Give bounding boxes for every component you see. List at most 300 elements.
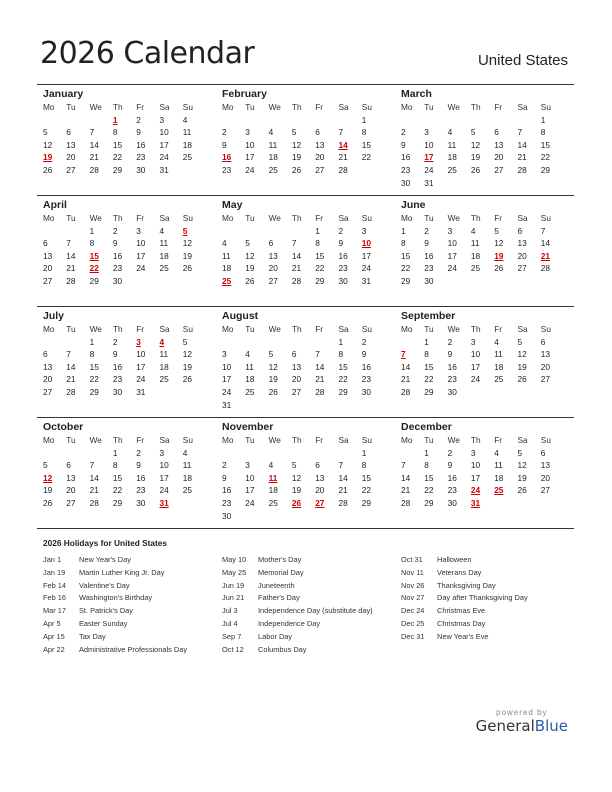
holiday-day-cell: 31 xyxy=(159,497,169,508)
week-row xyxy=(401,225,574,238)
day-cell: 17 xyxy=(136,361,146,372)
weekday-label: Th xyxy=(112,213,123,223)
holiday-item xyxy=(222,644,401,657)
weekday-label: Tu xyxy=(66,435,76,445)
day-cell: 27 xyxy=(66,164,76,175)
day-cell: 6 xyxy=(43,349,48,360)
day-cell: 31 xyxy=(222,399,232,410)
month-name: April xyxy=(43,199,67,211)
day-cell: 28 xyxy=(66,275,76,286)
holiday-name: Christmas Eve xyxy=(437,606,486,616)
day-cell xyxy=(541,386,564,399)
week-row xyxy=(401,177,574,190)
day-cell: 28 xyxy=(401,497,411,508)
holiday-item xyxy=(222,592,401,605)
weekday-label: Mo xyxy=(43,324,55,334)
holiday-item xyxy=(222,567,401,580)
day-cell xyxy=(183,497,206,510)
day-cell: 15 xyxy=(89,361,99,372)
weekday-label: Fr xyxy=(315,435,324,445)
day-cell: 5 xyxy=(291,460,297,471)
holiday-day-cell: 19 xyxy=(494,250,504,261)
week-row xyxy=(222,336,395,349)
day-cell: 23 xyxy=(222,497,232,508)
weekday-label: Fr xyxy=(315,213,324,223)
day-cell: 7 xyxy=(291,238,297,249)
day-cell: 14 xyxy=(89,139,99,150)
day-cell: 24 xyxy=(361,263,372,274)
holiday-day-cell: 22 xyxy=(89,263,99,274)
day-cell: 8 xyxy=(338,349,344,360)
week-row xyxy=(222,164,395,177)
weekday-label: Sa xyxy=(338,213,349,223)
holiday-item xyxy=(401,618,580,631)
day-cell xyxy=(245,225,268,238)
day-cell: 30 xyxy=(424,275,434,286)
day-cell: 18 xyxy=(447,152,457,163)
day-cell: 6 xyxy=(43,238,48,249)
day-cell xyxy=(292,399,315,412)
day-cell: 21 xyxy=(517,152,527,163)
day-cell xyxy=(292,510,315,523)
day-cell: 22 xyxy=(338,374,348,385)
day-cell: 10 xyxy=(470,460,481,471)
weekday-label: We xyxy=(447,324,460,334)
weekday-label: Th xyxy=(470,102,481,112)
day-cell xyxy=(43,336,66,349)
day-cell: 13 xyxy=(66,472,76,483)
day-cell: 27 xyxy=(517,263,527,274)
weekday-label: Fr xyxy=(315,324,324,334)
brand-blue: Blue xyxy=(534,717,568,735)
day-cell: 14 xyxy=(517,139,527,150)
week-row xyxy=(401,386,574,399)
day-cell xyxy=(245,336,268,349)
month-february xyxy=(216,85,395,195)
holiday-item xyxy=(222,631,401,644)
holiday-day-cell: 7 xyxy=(401,349,406,360)
country-name: United States xyxy=(477,52,568,69)
day-cell: 22 xyxy=(401,263,411,274)
week-row xyxy=(43,386,216,399)
day-cell: 14 xyxy=(89,472,99,483)
day-cell: 2 xyxy=(447,447,453,458)
day-cell: 6 xyxy=(315,460,320,471)
day-cell: 25 xyxy=(268,497,278,508)
holiday-date: Nov 11 xyxy=(401,567,424,577)
day-cell: 15 xyxy=(112,472,123,483)
day-cell: 24 xyxy=(424,164,434,175)
holiday-name: Columbus Day xyxy=(258,644,307,654)
day-cell: 9 xyxy=(447,460,453,471)
day-cell xyxy=(43,114,66,127)
holiday-item xyxy=(222,605,401,618)
weekday-label: Mo xyxy=(222,102,234,112)
brand-name xyxy=(476,717,568,735)
weekday-label: Mo xyxy=(43,213,55,223)
weekday-label: Su xyxy=(361,435,372,445)
week-row xyxy=(43,348,216,361)
day-cell: 22 xyxy=(424,374,434,385)
month-july xyxy=(37,307,216,417)
day-cell: 7 xyxy=(401,460,406,471)
day-cell: 7 xyxy=(66,238,71,249)
week-row xyxy=(222,510,395,523)
weekday-label: Sa xyxy=(338,324,349,334)
day-cell: 9 xyxy=(222,472,227,483)
day-cell: 28 xyxy=(517,164,527,175)
week-row xyxy=(43,151,216,164)
holiday-day-cell: 25 xyxy=(494,485,504,496)
week-row xyxy=(401,336,574,349)
day-cell: 2 xyxy=(136,114,141,125)
day-cell: 25 xyxy=(447,164,457,175)
day-cell: 7 xyxy=(338,127,344,138)
day-cell: 10 xyxy=(159,127,169,138)
month-name: November xyxy=(222,421,274,433)
day-cell: 11 xyxy=(470,238,480,249)
day-cell xyxy=(517,275,540,288)
week-row xyxy=(222,447,395,460)
day-cell: 20 xyxy=(494,152,504,163)
holiday-date: Dec 31 xyxy=(401,631,425,641)
week-row xyxy=(43,237,216,250)
day-cell: 22 xyxy=(540,152,551,163)
day-cell: 14 xyxy=(401,472,411,483)
day-cell: 21 xyxy=(89,485,99,496)
day-cell: 1 xyxy=(315,225,320,236)
weekday-label: We xyxy=(268,435,281,445)
day-cell: 2 xyxy=(361,336,367,347)
day-cell: 3 xyxy=(424,127,429,138)
week-row xyxy=(222,472,395,485)
weekday-label: Th xyxy=(470,435,481,445)
holiday-name: Thanksgiving Day xyxy=(437,580,496,590)
weekday-label: We xyxy=(89,213,102,223)
day-cell: 30 xyxy=(401,177,411,188)
weekday-label: Th xyxy=(291,213,302,223)
week-row xyxy=(43,114,216,127)
day-cell: 4 xyxy=(222,238,227,249)
day-cell: 18 xyxy=(222,263,232,274)
day-cell: 19 xyxy=(268,374,278,385)
day-cell: 6 xyxy=(66,460,71,471)
day-cell: 18 xyxy=(470,250,481,261)
day-cell xyxy=(338,114,361,127)
day-cell: 21 xyxy=(315,374,325,385)
day-cell xyxy=(338,510,361,523)
weekday-header xyxy=(43,434,216,447)
day-cell: 26 xyxy=(245,275,255,286)
day-cell: 2 xyxy=(222,127,227,138)
holiday-day-cell: 5 xyxy=(182,225,188,236)
holiday-date: Jun 19 xyxy=(222,580,245,590)
day-cell: 3 xyxy=(470,447,476,458)
holiday-date: May 10 xyxy=(222,555,247,564)
day-cell: 23 xyxy=(136,152,146,163)
day-cell xyxy=(245,399,268,412)
week-row xyxy=(222,126,395,139)
day-cell: 27 xyxy=(540,485,551,496)
weekday-label: Tu xyxy=(245,324,255,334)
week-row xyxy=(222,262,395,275)
month-april xyxy=(37,196,216,306)
holiday-day-cell: 31 xyxy=(470,497,481,508)
day-cell: 29 xyxy=(424,497,434,508)
day-cell: 30 xyxy=(338,275,348,286)
day-cell: 14 xyxy=(315,361,325,372)
weekday-header xyxy=(43,212,216,225)
day-cell xyxy=(315,336,338,349)
day-cell: 22 xyxy=(112,152,123,163)
weekday-label: Th xyxy=(291,324,302,334)
day-cell: 26 xyxy=(182,263,193,274)
day-cell: 29 xyxy=(315,275,325,286)
week-row xyxy=(401,126,574,139)
holiday-day-cell: 3 xyxy=(136,336,141,347)
holiday-date: Sep 7 xyxy=(222,631,242,641)
weekday-label: We xyxy=(268,324,281,334)
day-cell xyxy=(338,399,361,412)
holiday-item xyxy=(222,554,401,567)
day-cell: 12 xyxy=(245,250,255,261)
day-cell: 31 xyxy=(424,177,434,188)
day-cell: 10 xyxy=(159,460,169,471)
weekday-label: Sa xyxy=(159,213,170,223)
day-cell xyxy=(517,177,540,190)
day-cell: 13 xyxy=(291,361,302,372)
day-cell: 31 xyxy=(136,386,146,397)
brand-logo[interactable] xyxy=(476,708,568,735)
day-cell: 15 xyxy=(315,250,325,261)
day-cell xyxy=(471,386,494,399)
day-cell xyxy=(494,275,517,288)
holiday-date: Feb 16 xyxy=(43,593,67,603)
day-cell: 26 xyxy=(470,164,481,175)
day-cell xyxy=(269,399,292,412)
weekday-label: Mo xyxy=(222,324,234,334)
day-cell: 23 xyxy=(338,263,348,274)
day-cell: 16 xyxy=(136,139,146,150)
holiday-name: Independence Day (substitute day) xyxy=(258,606,373,616)
quarter-row xyxy=(37,306,574,417)
day-cell: 28 xyxy=(89,164,99,175)
day-cell xyxy=(90,114,113,127)
holiday-item xyxy=(43,592,222,605)
day-cell: 17 xyxy=(470,361,481,372)
day-cell: 4 xyxy=(268,127,274,138)
day-cell: 11 xyxy=(159,349,169,360)
day-cell: 10 xyxy=(245,472,255,483)
day-cell: 6 xyxy=(540,336,546,347)
day-cell: 17 xyxy=(136,250,146,261)
day-cell: 10 xyxy=(222,361,232,372)
day-cell: 21 xyxy=(401,485,411,496)
day-cell: 5 xyxy=(470,127,476,138)
month-name: August xyxy=(222,310,259,322)
day-cell: 24 xyxy=(245,164,255,175)
weekday-label: Sa xyxy=(159,102,170,112)
holiday-column xyxy=(43,554,222,656)
day-cell: 13 xyxy=(268,250,278,261)
day-cell: 31 xyxy=(159,164,169,175)
day-cell: 31 xyxy=(361,275,372,286)
weekday-label: Sa xyxy=(517,102,528,112)
month-may xyxy=(216,196,395,306)
week-row xyxy=(222,237,395,250)
holiday-day-cell: 12 xyxy=(43,472,53,483)
day-cell: 25 xyxy=(470,263,481,274)
month-august xyxy=(216,307,395,417)
week-row xyxy=(222,386,395,399)
day-cell: 12 xyxy=(291,472,302,483)
day-cell xyxy=(43,225,66,238)
day-cell: 20 xyxy=(315,152,325,163)
day-cell: 1 xyxy=(424,336,429,347)
calendar-grid xyxy=(37,84,574,529)
day-cell: 23 xyxy=(401,164,411,175)
day-cell: 7 xyxy=(89,127,95,138)
weekday-label: Tu xyxy=(66,102,76,112)
holiday-date: Oct 12 xyxy=(222,644,244,654)
holiday-name: New Year's Eve xyxy=(437,631,489,641)
holiday-date: Apr 22 xyxy=(43,644,65,654)
day-cell: 30 xyxy=(136,497,146,508)
holiday-day-cell: 25 xyxy=(222,275,232,286)
day-cell: 28 xyxy=(315,386,325,397)
weekday-label: Th xyxy=(112,102,123,112)
holiday-day-cell: 11 xyxy=(268,472,278,483)
holiday-name: Memorial Day xyxy=(258,567,304,577)
day-cell: 3 xyxy=(447,225,453,236)
day-cell: 12 xyxy=(291,139,302,150)
day-cell: 14 xyxy=(540,238,551,249)
month-name: March xyxy=(401,88,432,100)
day-cell: 27 xyxy=(540,374,551,385)
day-cell: 24 xyxy=(159,152,169,163)
day-cell: 20 xyxy=(268,263,278,274)
day-cell: 9 xyxy=(447,349,453,360)
day-cell: 13 xyxy=(315,139,325,150)
weekday-label: Su xyxy=(540,435,551,445)
day-cell xyxy=(448,114,471,127)
weekday-label: Th xyxy=(291,435,302,445)
day-cell: 5 xyxy=(517,336,523,347)
weekday-label: We xyxy=(447,435,460,445)
weekday-label: Tu xyxy=(424,324,434,334)
day-cell: 23 xyxy=(361,374,372,385)
day-cell: 29 xyxy=(338,386,348,397)
holiday-column xyxy=(222,554,401,656)
day-cell: 11 xyxy=(159,238,169,249)
day-cell: 29 xyxy=(424,386,434,397)
day-cell: 27 xyxy=(494,164,504,175)
month-october xyxy=(37,418,216,528)
holiday-date: Jan 1 xyxy=(43,555,62,564)
day-cell: 30 xyxy=(222,510,232,521)
day-cell: 9 xyxy=(401,139,406,150)
holiday-item xyxy=(43,618,222,631)
day-cell: 17 xyxy=(245,485,255,496)
day-cell: 20 xyxy=(291,374,302,385)
day-cell: 10 xyxy=(136,238,146,249)
holiday-name: Veterans Day xyxy=(437,567,482,577)
week-row xyxy=(43,164,216,177)
weekday-label: Fr xyxy=(136,102,145,112)
day-cell: 24 xyxy=(470,374,481,385)
day-cell xyxy=(424,114,447,127)
day-cell: 1 xyxy=(361,447,367,458)
day-cell xyxy=(222,336,245,349)
weekday-header xyxy=(222,323,395,336)
day-cell: 5 xyxy=(494,225,499,236)
month-name: January xyxy=(43,88,84,100)
day-cell xyxy=(517,114,540,127)
holiday-date: Nov 26 xyxy=(401,580,425,590)
day-cell: 22 xyxy=(315,263,325,274)
day-cell xyxy=(448,275,471,288)
weekday-label: Mo xyxy=(401,324,413,334)
day-cell: 5 xyxy=(268,349,274,360)
weekday-label: Su xyxy=(540,102,551,112)
week-row xyxy=(401,237,574,250)
day-cell: 6 xyxy=(268,238,274,249)
holiday-item xyxy=(401,631,580,644)
day-cell: 16 xyxy=(447,361,457,372)
weekday-label: Mo xyxy=(222,213,234,223)
week-row xyxy=(43,250,216,263)
day-cell: 12 xyxy=(43,139,53,150)
day-cell: 11 xyxy=(182,460,192,471)
day-cell xyxy=(43,447,66,460)
day-cell: 1 xyxy=(89,225,95,236)
day-cell: 2 xyxy=(338,225,344,236)
day-cell: 20 xyxy=(540,472,551,483)
day-cell: 26 xyxy=(268,386,278,397)
day-cell: 1 xyxy=(424,447,429,458)
weekday-label: Tu xyxy=(245,102,255,112)
holiday-item xyxy=(43,644,222,657)
week-row xyxy=(43,361,216,374)
day-cell: 10 xyxy=(470,349,481,360)
day-cell: 20 xyxy=(517,250,527,261)
day-cell xyxy=(183,386,206,399)
weekday-header xyxy=(401,434,574,447)
day-cell: 19 xyxy=(182,250,193,261)
day-cell xyxy=(245,114,268,127)
holiday-day-cell: 4 xyxy=(159,336,165,347)
day-cell: 1 xyxy=(89,336,95,347)
day-cell: 7 xyxy=(315,349,320,360)
weekday-label: Th xyxy=(470,213,481,223)
day-cell xyxy=(183,164,206,177)
holiday-date: Nov 27 xyxy=(401,593,425,603)
weekday-header xyxy=(222,212,395,225)
holiday-date: Oct 31 xyxy=(401,555,423,564)
day-cell: 23 xyxy=(112,263,123,274)
day-cell: 1 xyxy=(361,114,367,125)
day-cell: 7 xyxy=(89,460,95,471)
day-cell: 12 xyxy=(517,460,527,471)
day-cell: 19 xyxy=(43,485,53,496)
weekday-label: Tu xyxy=(245,213,255,223)
day-cell: 22 xyxy=(361,152,372,163)
holiday-name: Juneteenth xyxy=(258,580,295,590)
day-cell xyxy=(66,114,89,127)
holiday-item xyxy=(401,605,580,618)
holiday-item xyxy=(401,580,580,593)
weekday-label: Th xyxy=(112,435,123,445)
